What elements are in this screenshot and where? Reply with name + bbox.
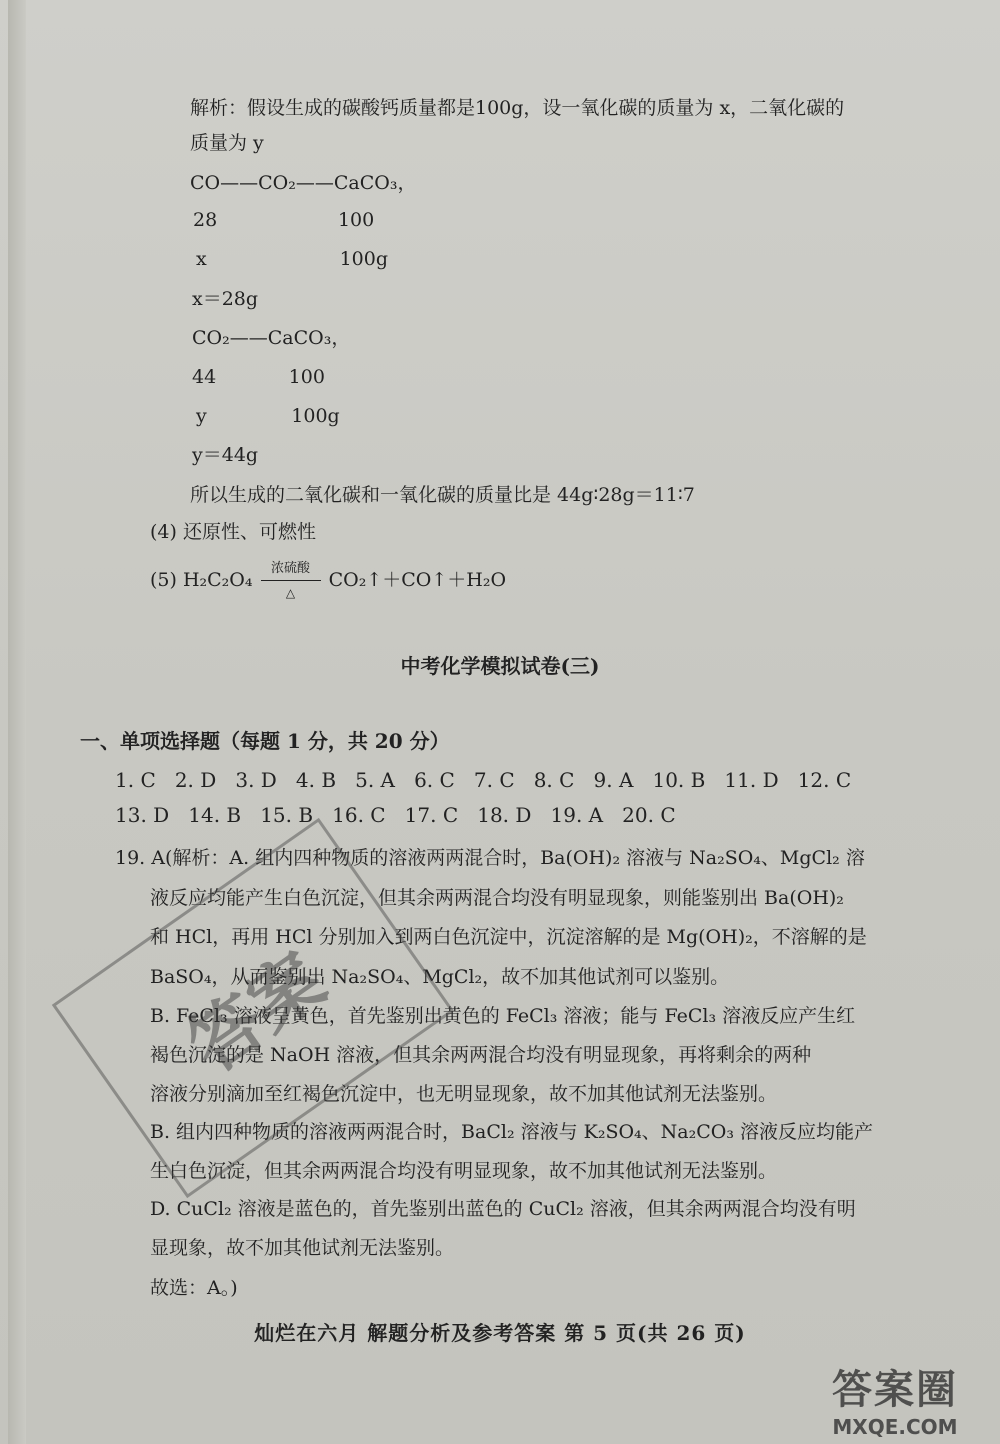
- q19-line-8: B. 组内四种物质的溶液两两混合时，BaCl₂ 溶液与 K₂SO₄、Na₂CO₃ 溶液反应均能产: [150, 1121, 874, 1143]
- watermark-badge: [800, 1360, 990, 1439]
- q19-line-3: 和 HCl，再用 HCl 分别加入到两白色沉淀中，沉淀溶解的是 Mg(OH)₂，不溶解的是: [150, 926, 867, 948]
- watermark-logo: 答案圈: [832, 1365, 958, 1413]
- mass-ratio: 所以生成的二氧化碳和一氧化碳的质量比是 44g∶28g＝11∶7: [190, 484, 695, 506]
- equation-2: CO₂——CaCO₃，: [192, 327, 351, 349]
- reaction-condition: [261, 561, 321, 600]
- q19-line-11: 显现象，故不加其他试剂无法鉴别。: [150, 1237, 455, 1259]
- q19-line-10: D. CuCl₂ 溶液是蓝色的，首先鉴别出蓝色的 CuCl₂ 溶液，但其余两两混合均没有明: [150, 1198, 856, 1220]
- q19-line-7: 溶液分别滴加至红褐色沉淀中，也无明显现象，故不加其他试剂无法鉴别。: [150, 1083, 778, 1105]
- solution-intro: 解析：假设生成的碳酸钙质量都是100g，设一氧化碳的质量为 x，二氧化碳的: [190, 97, 845, 119]
- q19-line-5: B. FeCl₃ 溶液呈黄色，首先鉴别出黄色的 FeCl₃ 溶液；能与 FeCl₃ 溶液反应产生红: [150, 1005, 856, 1027]
- q19-line-1: 19. A(解析：A. 组内四种物质的溶液两两混合时，Ba(OH)₂ 溶液与 Na₂SO₄、MgCl₂ 溶: [115, 847, 865, 869]
- equation-1: CO——CO₂——CaCO₃，: [190, 172, 417, 194]
- reaction-reactant: (5) H₂C₂O₄: [150, 569, 253, 591]
- y-result: y＝44g: [192, 444, 259, 466]
- equation-1-vars: x 100g: [196, 248, 389, 270]
- answer-item-5: [150, 561, 507, 600]
- page-footer: 灿烂在六月 解题分析及参考答案 第 5 页(共 26 页): [254, 1321, 746, 1345]
- condition-heat: △: [285, 586, 296, 600]
- x-result: x＝28g: [192, 288, 259, 310]
- section-1-title: 一、单项选择题（每题 1 分，共 20 分）: [80, 729, 450, 753]
- watermark-stamp-text: 答案: [172, 936, 340, 1089]
- reaction-products: CO₂↑＋CO↑＋H₂O: [328, 569, 507, 591]
- equation-2-vars: y 100g: [196, 405, 340, 427]
- equation-1-values: 28 100: [193, 209, 375, 231]
- q19-line-6: 褐色沉淀的是 NaOH 溶液，但其余两两混合均没有明显现象，再将剩余的两种: [150, 1044, 812, 1066]
- answers-row-1: 1. C 2. D 3. D 4. B 5. A 6. C 7. C 8. C 9. A 10. B 11. D 12. C: [115, 768, 852, 792]
- q19-line-2: 液反应均能产生白色沉淀，但其余两两混合均没有明显现象，则能鉴别出 Ba(OH)₂: [150, 887, 844, 909]
- q19-line-4: BaSO₄，从而鉴别出 Na₂SO₄、MgCl₂，故不加其他试剂可以鉴别。: [150, 966, 730, 988]
- q19-line-12: 故选：A。): [150, 1277, 238, 1299]
- equation-2-values: 44 100: [192, 366, 325, 388]
- q19-line-9: 生白色沉淀，但其余两两混合均没有明显现象，故不加其他试剂无法鉴别。: [150, 1160, 778, 1182]
- answer-item-4: (4) 还原性、可燃性: [150, 521, 316, 543]
- answers-row-2: 13. D 14. B 15. B 16. C 17. C 18. D 19. A 20. C: [115, 803, 676, 827]
- condition-catalyst: 浓硫酸: [271, 561, 311, 576]
- exam-title: 中考化学模拟试卷(三): [400, 654, 600, 678]
- solution-intro-2: 质量为 y: [190, 132, 264, 154]
- watermark-url: MXQE.COM: [832, 1414, 958, 1439]
- page-fold-shadow: [8, 0, 26, 1444]
